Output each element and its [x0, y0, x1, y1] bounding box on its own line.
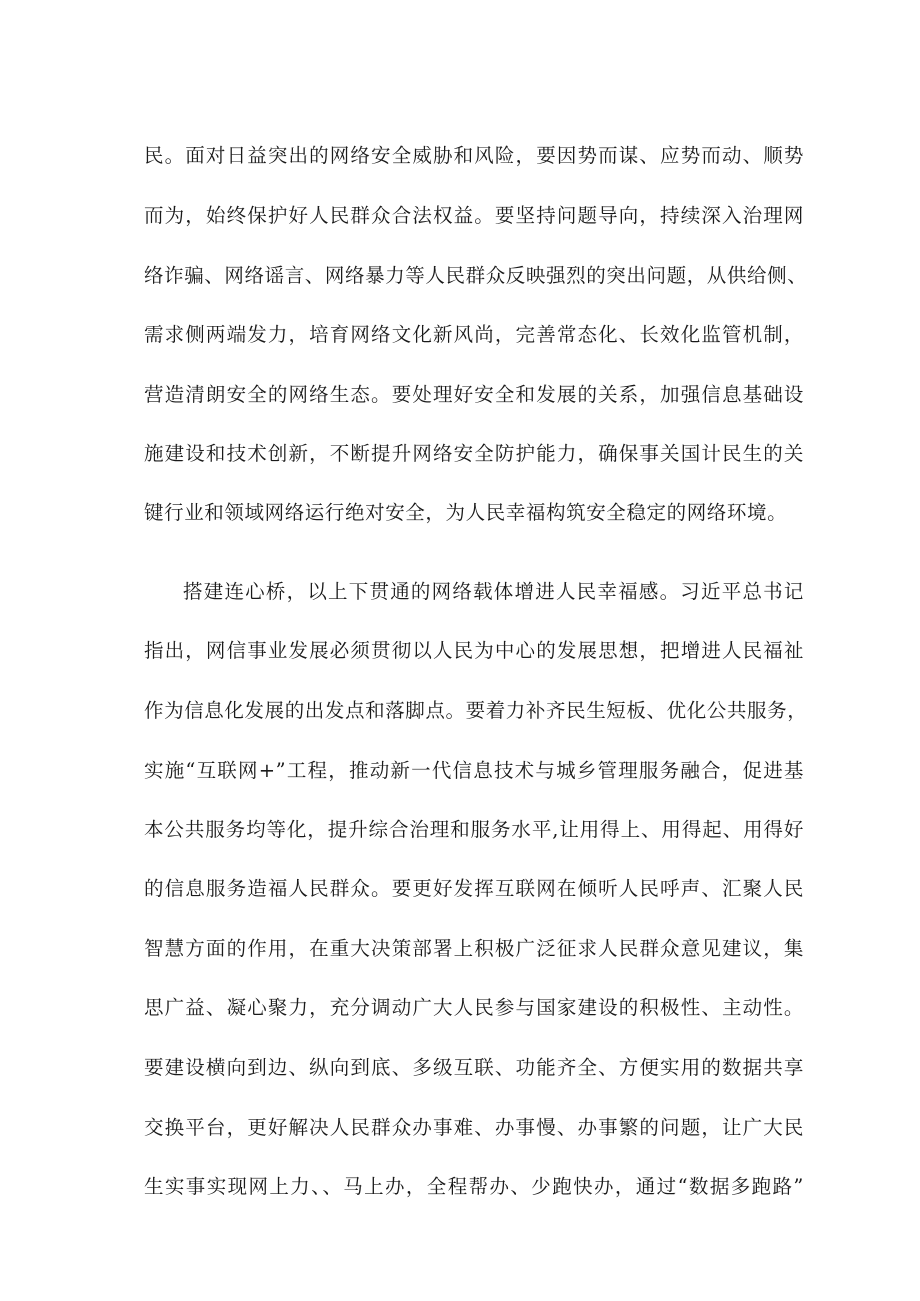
paragraph-1-line-2: 而为，始终保护好人民群众合法权益。要坚持问题导向，持续深入治理网: [144, 204, 804, 227]
paragraph-1-line-5: 营造清朗安全的网络生态。要处理好安全和发展的关系，加强信息基础设: [144, 383, 804, 406]
paragraph-2-line-9: 要建设横向到边、纵向到底、多级互联、功能齐全、方便实用的数据共享: [144, 1056, 804, 1079]
paragraph-2-line-4: 实施“互联网+”工程，推动新一代信息技术与城乡管理服务融合，促进基: [144, 759, 804, 782]
paragraph-1-line-3: 络诈骗、网络谣言、网络暴力等人民群众反映强烈的突出问题，从供给侧、: [144, 264, 808, 287]
paragraph-1-line-4: 需求侧两端发力，培育网络文化新风尚，完善常态化、长效化监管机制，: [144, 323, 804, 346]
paragraph-2-line-3: 作为信息化发展的出发点和落脚点。要着力补齐民生短板、优化公共服务，: [144, 699, 808, 722]
paragraph-2-line-1: 搭建连心桥，以上下贯通的网络载体增进人民幸福感。习近平总书记: [183, 580, 804, 603]
paragraph-2-line-8: 思广益、凝心聚力，充分调动广大人民参与国家建设的积极性、主动性。: [144, 996, 804, 1019]
paragraph-2-line-2: 指出，网信事业发展必须贯彻以人民为中心的发展思想，把增进人民福祉: [144, 639, 804, 662]
paragraph-2-line-6: 的信息服务造福人民群众。要更好发挥互联网在倾听人民呼声、汇聚人民: [144, 877, 804, 900]
paragraph-2-line-7: 智慧方面的作用，在重大决策部署上积极广泛征求人民群众意见建议，集: [144, 937, 804, 960]
paragraph-1-line-6: 施建设和技术创新，不断提升网络安全防护能力，确保事关国计民生的关: [144, 442, 804, 465]
paragraph-2-line-5: 本公共服务均等化，提升综合治理和服务水平,让用得上、用得起、用得好: [144, 818, 804, 841]
paragraph-2-line-11: 生实事实现网上力、、马上办，全程帮办、少跑快办，通过“数据多跑路”: [144, 1175, 804, 1198]
paragraph-1-line-7: 键行业和领域网络运行绝对安全，为人民幸福构筑安全稳定的网络环境。: [144, 501, 788, 524]
paragraph-2-line-10: 交换平台，更好解决人民群众办事难、办事慢、办事繁的问题，让广大民: [144, 1116, 804, 1139]
paragraph-1-line-1: 民。面对日益突出的网络安全威胁和风险，要因势而谋、应势而动、顺势: [144, 144, 804, 167]
